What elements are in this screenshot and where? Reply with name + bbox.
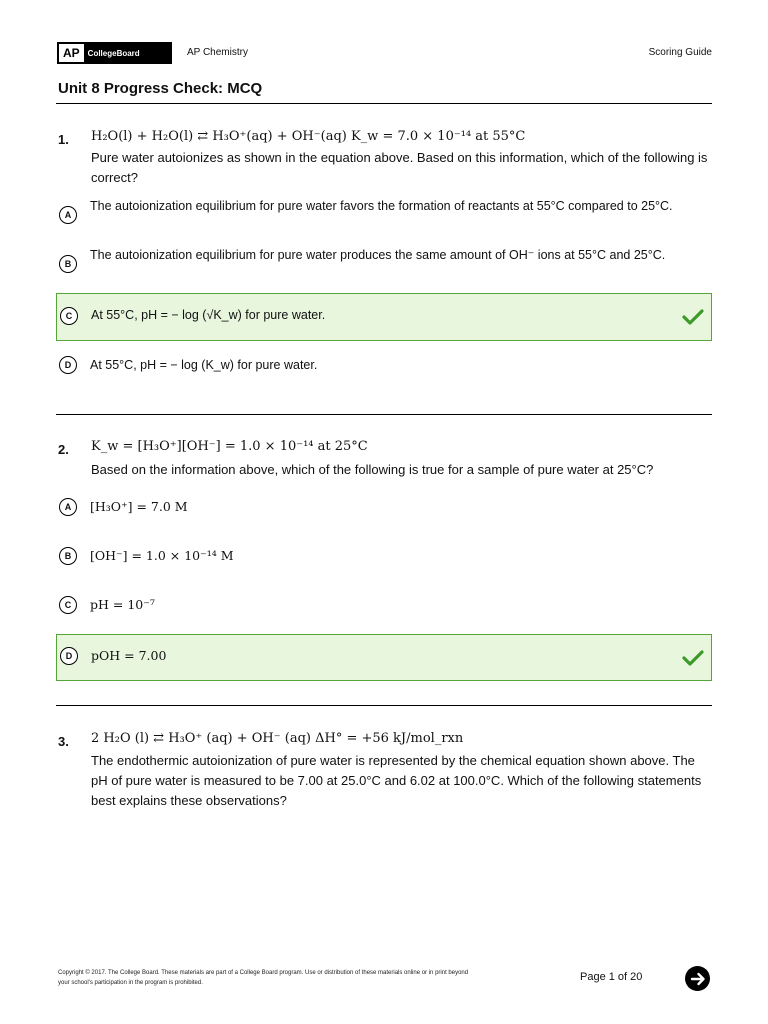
answer-option-b[interactable]: [56, 246, 712, 286]
answer-option-d[interactable]: [56, 634, 712, 681]
question-equation: K_w = [H₃O⁺][OH⁻] = 1.0 × 10⁻¹⁴ at 25°C: [91, 439, 368, 454]
divider: [56, 414, 712, 415]
option-letter-bubble: C: [59, 596, 77, 614]
answer-option-a[interactable]: [56, 496, 712, 520]
answer-option-c[interactable]: [56, 594, 712, 618]
option-text: pOH = 7.00: [91, 648, 167, 663]
question-equation: 2 H₂O (l) ⇄ H₃O⁺ (aq) + OH⁻ (aq) ΔH° = +56 kJ/mol_rxn: [91, 731, 464, 746]
option-letter-bubble: B: [59, 547, 77, 565]
ap-logo-text: AP: [59, 44, 84, 62]
option-text: At 55°C, pH = − log (√K_w) for pure water.: [91, 308, 326, 322]
next-page-button[interactable]: [685, 966, 710, 991]
arrow-right-icon: [690, 971, 706, 987]
course-name: AP Chemistry: [187, 47, 248, 58]
option-text: [OH⁻] = 1.0 × 10⁻¹⁴ M: [90, 548, 234, 563]
option-text: The autoionization equilibrium for pure water favors the formation of reactants at 55°C compared to 25°C.: [90, 199, 673, 213]
option-letter-bubble: B: [59, 255, 77, 273]
answer-option-a[interactable]: [56, 197, 712, 237]
option-letter-bubble: D: [59, 356, 77, 374]
option-text: At 55°C, pH = − log (K_w) for pure water.: [90, 358, 318, 372]
option-letter-bubble: C: [60, 307, 78, 325]
option-letter-bubble: A: [59, 206, 77, 224]
question-equation: H₂O(l) + H₂O(l) ⇄ H₃O⁺(aq) + OH⁻(aq) K_w = 7.0 × 10⁻¹⁴ at 55°C: [91, 129, 526, 144]
question-text: The endothermic autoionization of pure water is represented by the chemical equation shown above. The pH of pure water is measured to be 7.00 at 25.0°C and 6.02 at 100.0°C. Which of the following statements best explains these observations?: [91, 753, 702, 808]
option-letter-bubble: D: [60, 647, 78, 665]
question-number: 2.: [58, 442, 69, 457]
checkmark-icon: [682, 649, 704, 667]
page-number: Page 1 of 20: [580, 971, 643, 983]
checkmark-icon: [682, 308, 704, 326]
answer-option-c[interactable]: [56, 293, 712, 341]
copyright-notice: Copyright © 2017. The College Board. These materials are part of a College Board program. Use or distribution of these materials online or in print beyond your school's participation in the program is prohibited.: [58, 970, 469, 986]
answer-option-d[interactable]: [56, 354, 712, 378]
option-letter-bubble: A: [59, 498, 77, 516]
page-title: Unit 8 Progress Check: MCQ: [58, 80, 263, 97]
question-text: Pure water autoionizes as shown in the equation above. Based on this information, which of the following is correct?: [91, 150, 708, 185]
ap-collegeboard-logo: [57, 42, 172, 64]
collegeboard-logo-text: CollegeBoard: [87, 48, 140, 58]
option-text: pH = 10⁻⁷: [90, 597, 155, 612]
divider: [56, 705, 712, 706]
divider: [56, 103, 712, 104]
option-text: [H₃O⁺] = 7.0 M: [90, 499, 188, 514]
question-number: 1.: [58, 132, 69, 147]
answer-option-b[interactable]: [56, 545, 712, 569]
scoring-guide-label: Scoring Guide: [648, 47, 712, 58]
question-text: Based on the information above, which of the following is true for a sample of pure water at 25°C?: [91, 462, 654, 477]
option-text: The autoionization equilibrium for pure water produces the same amount of OH⁻ ions at 55°C and 25°C.: [90, 248, 666, 262]
question-number: 3.: [58, 734, 69, 749]
